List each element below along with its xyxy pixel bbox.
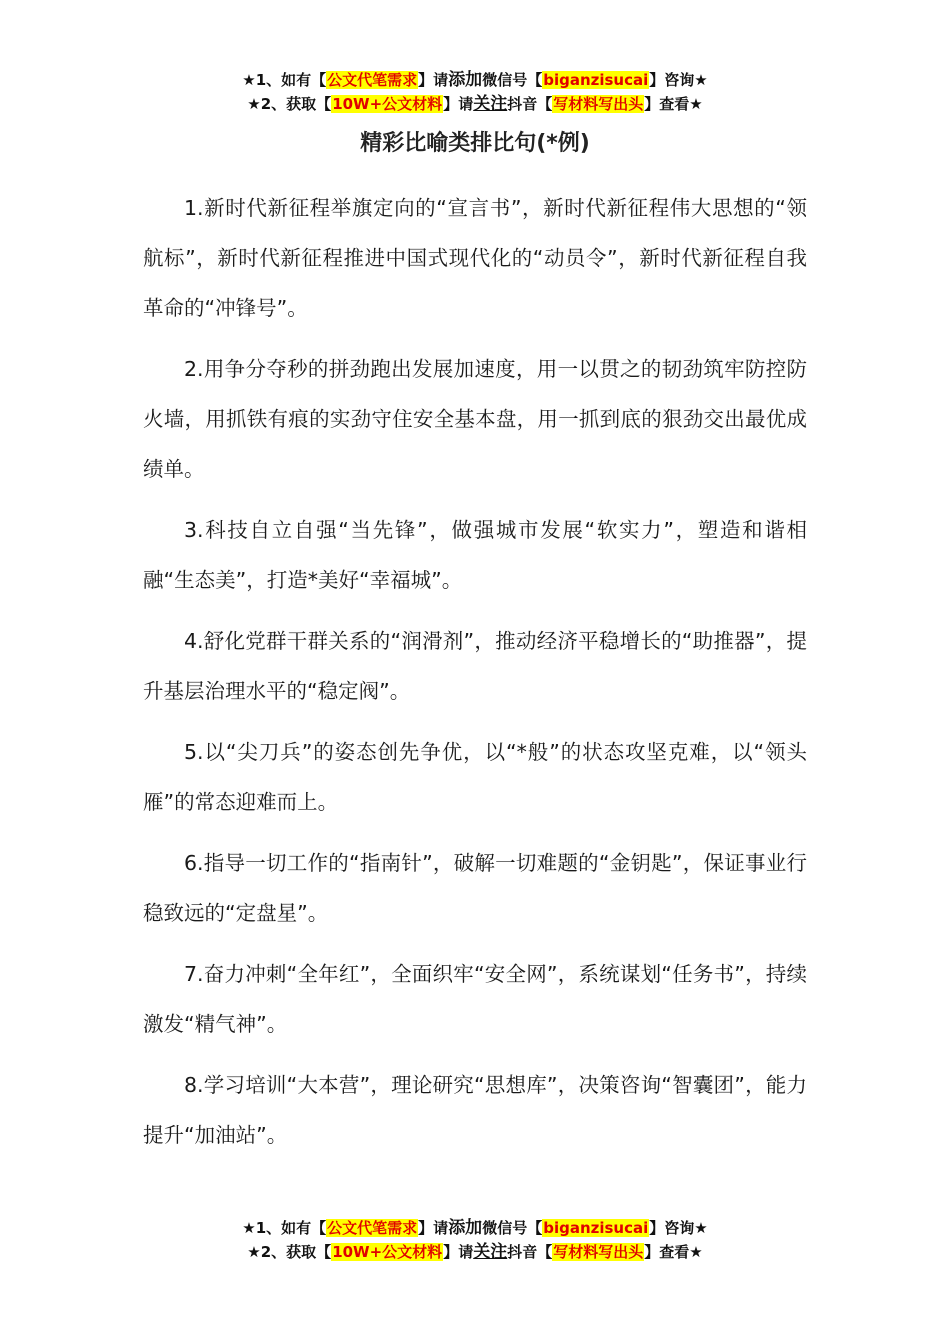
banner-text: 】请 — [443, 1243, 474, 1261]
highlight-douyin-id: 写材料写出头 — [553, 1243, 644, 1261]
paragraph-4: 4.舒化党群干群关系的“润滑剂”，推动经济平稳增长的“助推器”，提升基层治理水平的“稳定阀”。 — [143, 629, 807, 703]
bottom-banner — [0, 1216, 950, 1264]
banner-line-2 — [0, 1240, 950, 1264]
banner-text: 】请 — [418, 1219, 449, 1237]
highlight-materials: 10W+公文材料 — [332, 95, 443, 113]
banner-text: 】请 — [443, 95, 474, 113]
highlight-service: 公文代笔需求 — [327, 1219, 418, 1237]
banner-text: ★2、获取【 — [247, 95, 332, 113]
banner-text: ★2、获取【 — [247, 1243, 332, 1261]
paragraph-2: 2.用争分夺秒的拼劲跑出发展加速度，用一以贯之的韧劲筑牢防控防火墙，用抓铁有痕的实劲守住安全基本盘，用一抓到底的狠劲交出最优成绩单。 — [143, 357, 807, 481]
paragraph-5: 5.以“尖刀兵”的姿态创先争优，以“*般”的状态攻坚克难，以“领头雁”的常态迎难而上。 — [143, 740, 807, 814]
banner-text: 】查看★ — [644, 95, 703, 113]
banner-text: ★1、如有【 — [242, 1219, 327, 1237]
paragraph-8: 8.学习培训“大本营”，理论研究“思想库”，决策咨询“智囊团”，能力提升“加油站”。 — [143, 1073, 807, 1147]
highlight-wechat-id: biganzisucai — [543, 71, 649, 89]
banner-emphasis: 添加 — [448, 70, 483, 90]
paragraph-3: 3.科技自立自强“当先锋”，做强城市发展“软实力”，塑造和谐相融“生态美”，打造*美好“幸福城”。 — [143, 518, 807, 592]
banner-text: 微信号【 — [482, 1219, 543, 1237]
banner-text: 】查看★ — [644, 1243, 703, 1261]
paragraph-6: 6.指导一切工作的“指南针”，破解一切难题的“金钥匙”，保证事业行稳致远的“定盘星”。 — [143, 851, 807, 925]
banner-line-2 — [0, 92, 950, 116]
banner-line-1 — [0, 1216, 950, 1240]
banner-text: 】请 — [418, 71, 449, 89]
banner-emphasis: 关注 — [473, 94, 508, 114]
top-banner — [0, 68, 950, 116]
banner-emphasis: 添加 — [448, 1218, 483, 1238]
banner-text: 】咨询★ — [649, 71, 708, 89]
paragraph-1: 1.新时代新征程举旗定向的“宣言书”，新时代新征程伟大思想的“领航标”，新时代新征程推进中国式现代化的“动员令”，新时代新征程自我革命的“冲锋号”。 — [143, 196, 807, 320]
banner-line-1 — [0, 68, 950, 92]
document-title: 精彩比喻类排比句(*例) — [360, 131, 590, 156]
highlight-service: 公文代笔需求 — [327, 71, 418, 89]
highlight-wechat-id: biganzisucai — [543, 1219, 649, 1237]
highlight-douyin-id: 写材料写出头 — [553, 95, 644, 113]
banner-text: ★1、如有【 — [242, 71, 327, 89]
banner-text: 】咨询★ — [649, 1219, 708, 1237]
highlight-materials: 10W+公文材料 — [332, 1243, 443, 1261]
banner-text: 微信号【 — [482, 71, 543, 89]
banner-text: 抖音【 — [507, 95, 553, 113]
document-body — [143, 183, 807, 1171]
paragraph-7: 7.奋力冲刺“全年红”，全面织牢“安全网”，系统谋划“任务书”，持续激发“精气神”。 — [143, 962, 807, 1036]
banner-emphasis: 关注 — [473, 1242, 508, 1262]
banner-text: 抖音【 — [507, 1243, 553, 1261]
